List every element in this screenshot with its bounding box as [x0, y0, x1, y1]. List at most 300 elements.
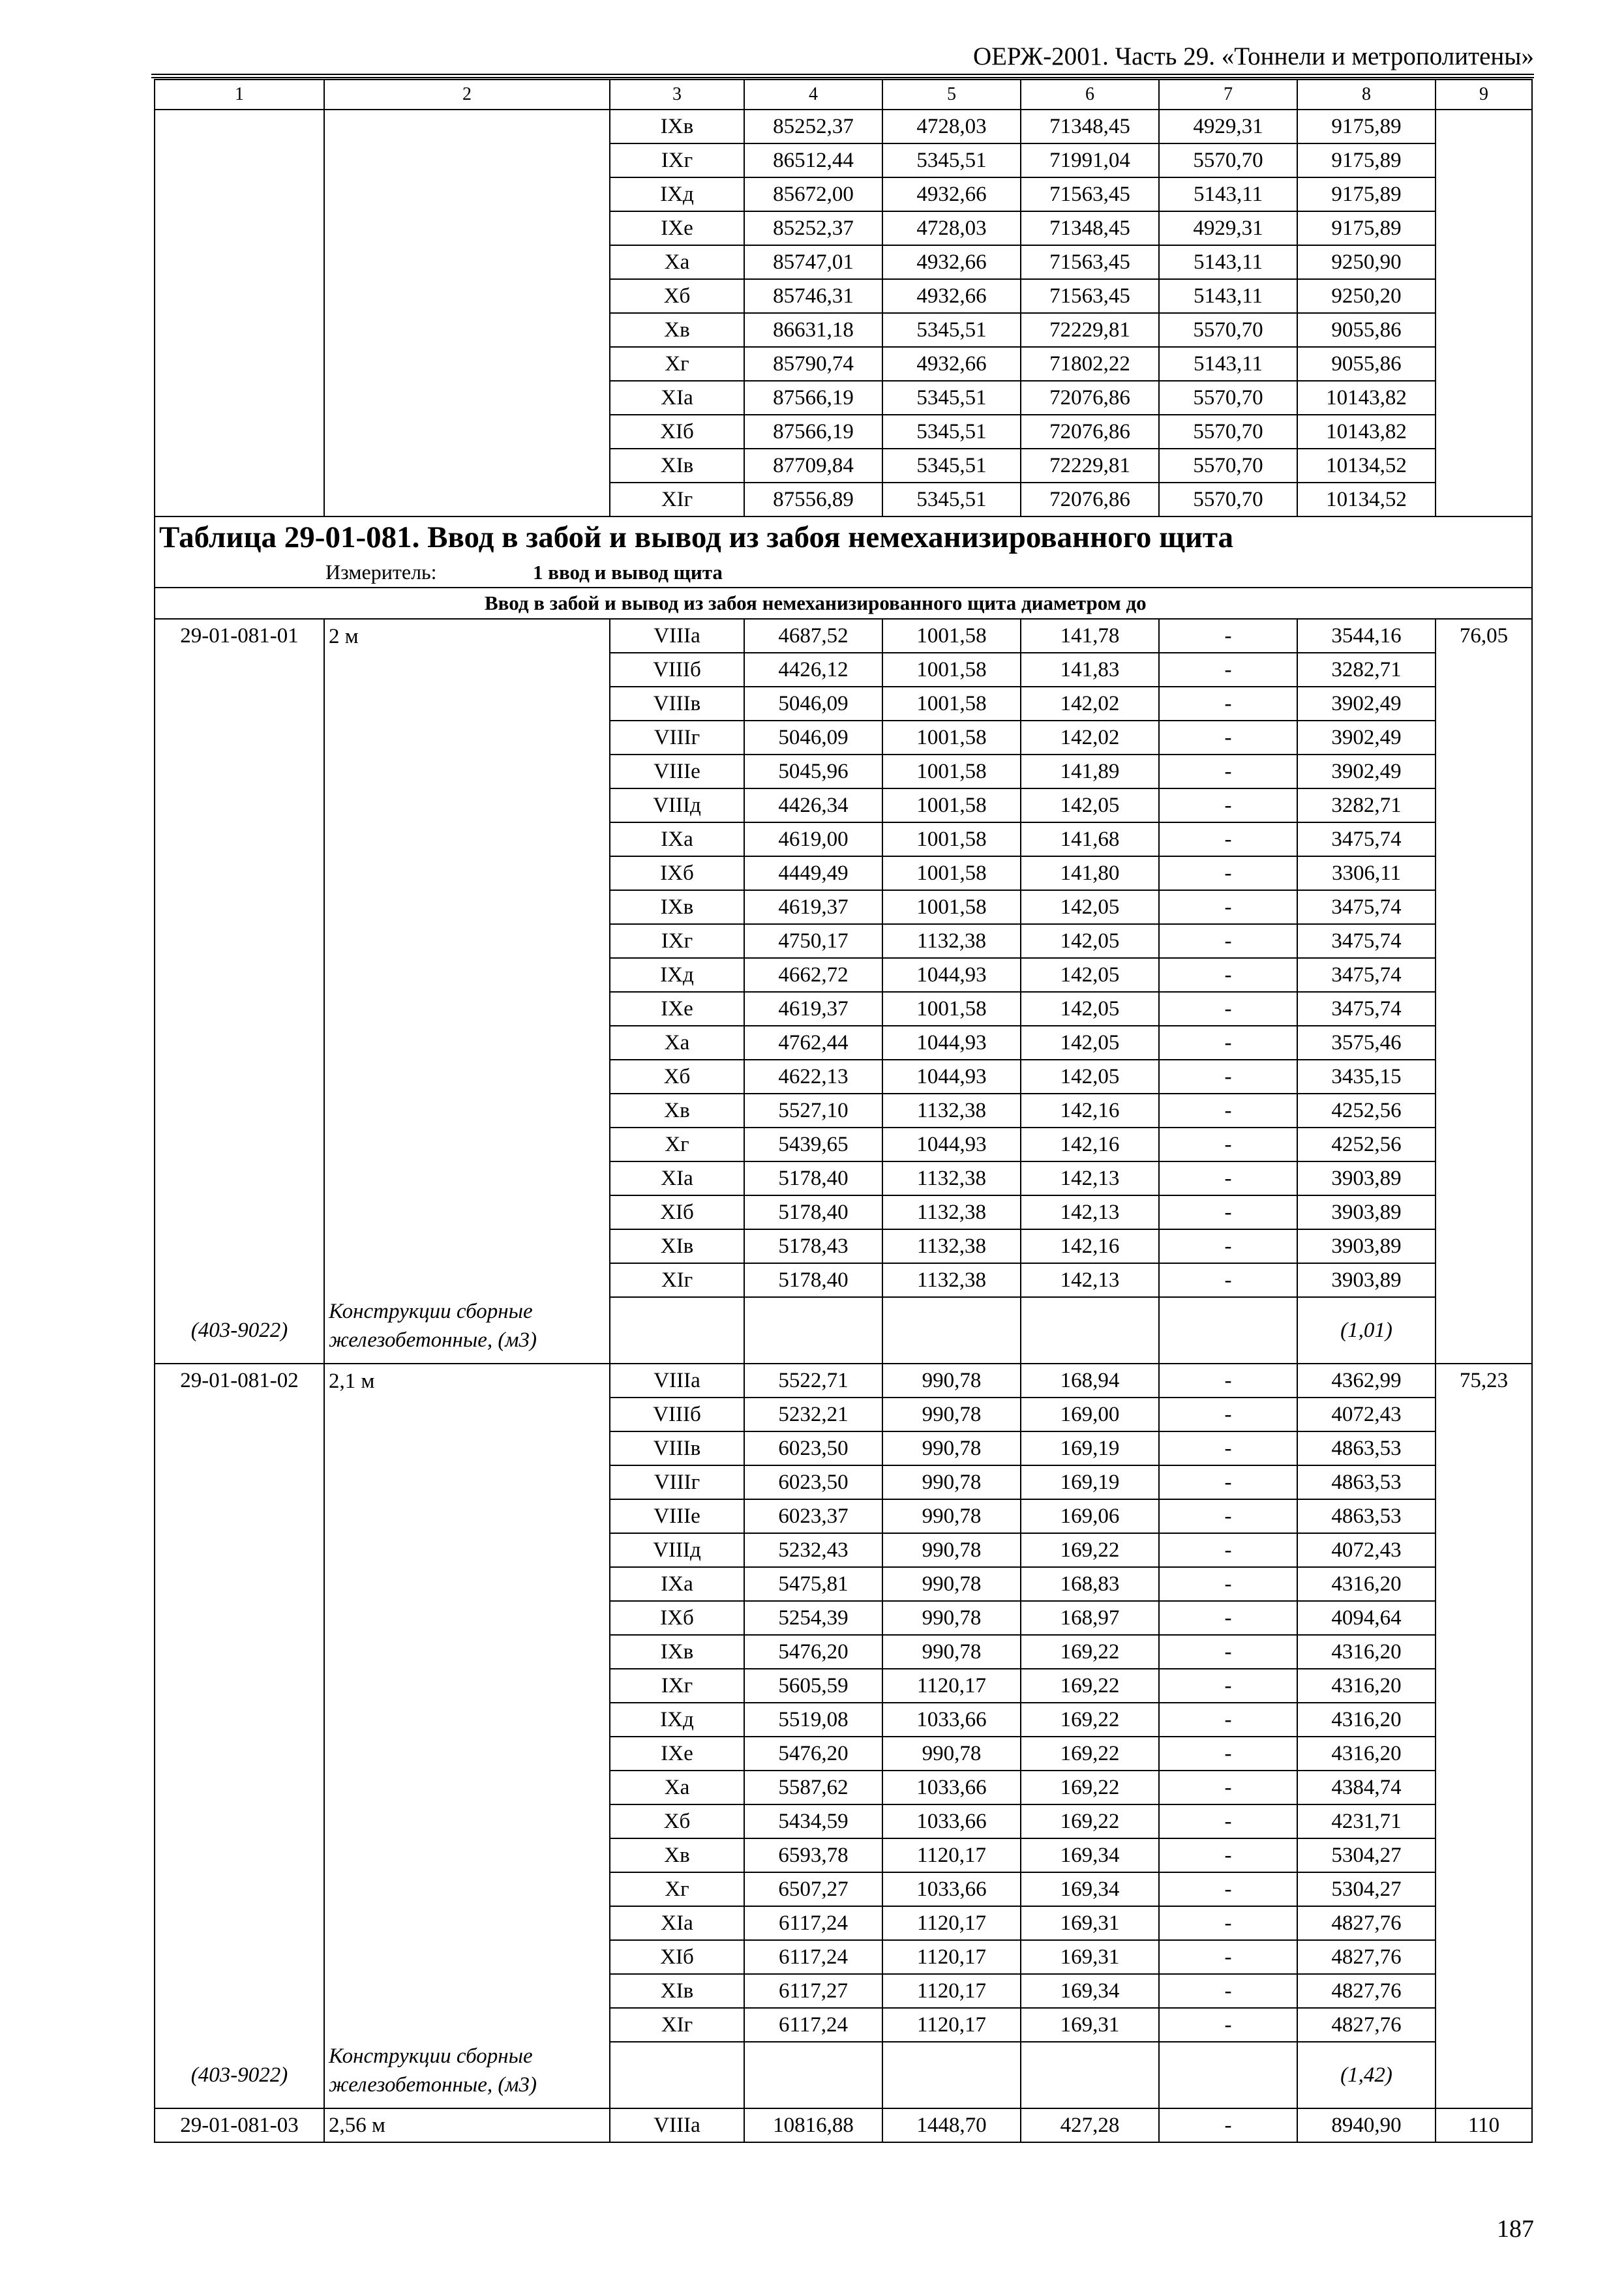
table-title-row — [155, 516, 1532, 558]
materials-cell: 4316,20 — [1297, 1635, 1436, 1669]
materials-cell: 10134,52 — [1297, 449, 1436, 483]
empty-cell — [1436, 483, 1532, 516]
machines-cell: 72076,86 — [1021, 415, 1159, 449]
machines-cell: 142,05 — [1021, 1060, 1159, 1094]
resource-code: (403-9022) — [155, 2042, 324, 2108]
materials-cell: 3544,16 — [1297, 619, 1436, 653]
empty-cell — [1436, 1906, 1532, 1940]
cost-total-cell: 10816,88 — [744, 2108, 882, 2142]
wages-cell: 1044,93 — [882, 1128, 1021, 1161]
materials-cell: 9175,89 — [1297, 110, 1436, 143]
empty-cell — [155, 755, 324, 788]
empty-cell — [1436, 890, 1532, 924]
machines-cell: 169,34 — [1021, 1872, 1159, 1906]
machinist-wages-cell: - — [1159, 1195, 1297, 1229]
machinist-wages-cell: - — [1159, 755, 1297, 788]
zone-cell: IXд — [610, 177, 744, 211]
materials-cell: 4863,53 — [1297, 1465, 1436, 1499]
machinist-wages-cell: - — [1159, 1094, 1297, 1128]
machinist-wages-cell: 5570,70 — [1159, 449, 1297, 483]
zone-cell: XIг — [610, 483, 744, 516]
machinist-wages-cell: - — [1159, 1499, 1297, 1533]
machinist-wages-cell: 4929,31 — [1159, 211, 1297, 245]
machines-cell: 168,83 — [1021, 1567, 1159, 1601]
empty-cell — [1436, 381, 1532, 415]
table-row — [155, 755, 1532, 788]
empty-cell — [1436, 1431, 1532, 1465]
table-row — [155, 1669, 1532, 1703]
materials-cell: 3903,89 — [1297, 1229, 1436, 1263]
empty-cell — [1021, 1297, 1159, 1364]
cost-total-cell: 86512,44 — [744, 143, 882, 177]
empty-cell — [155, 1499, 324, 1533]
materials-cell: 3475,74 — [1297, 890, 1436, 924]
empty-cell — [324, 143, 610, 177]
empty-cell — [155, 245, 324, 279]
machines-cell: 72229,81 — [1021, 313, 1159, 347]
wages-cell: 1033,66 — [882, 1804, 1021, 1838]
machinist-wages-cell: - — [1159, 1974, 1297, 2008]
column-number: 5 — [882, 80, 1021, 110]
empty-cell — [155, 313, 324, 347]
machinist-wages-cell: - — [1159, 1838, 1297, 1872]
cost-total-cell: 6117,24 — [744, 2008, 882, 2042]
machines-cell: 72076,86 — [1021, 381, 1159, 415]
empty-cell — [324, 1567, 610, 1601]
wages-cell: 1044,93 — [882, 958, 1021, 992]
machines-cell: 169,22 — [1021, 1669, 1159, 1703]
machinist-wages-cell: - — [1159, 1771, 1297, 1804]
zone-cell: IXг — [610, 924, 744, 958]
empty-cell — [324, 177, 610, 211]
empty-cell — [324, 1669, 610, 1703]
rate-code: 29-01-081-01 — [155, 619, 324, 653]
empty-cell — [155, 1940, 324, 1974]
cost-total-cell: 4662,72 — [744, 958, 882, 992]
wages-cell: 1001,58 — [882, 755, 1021, 788]
table-row — [155, 1229, 1532, 1263]
machinist-wages-cell: - — [1159, 1431, 1297, 1465]
machinist-wages-cell: 5570,70 — [1159, 143, 1297, 177]
empty-cell — [1436, 1229, 1532, 1263]
cost-total-cell: 6593,78 — [744, 1838, 882, 1872]
empty-cell — [324, 1771, 610, 1804]
table-row — [155, 788, 1532, 822]
machines-cell: 169,06 — [1021, 1499, 1159, 1533]
zone-cell: VIIIв — [610, 1431, 744, 1465]
machines-cell: 168,97 — [1021, 1601, 1159, 1635]
table-row — [155, 1737, 1532, 1771]
empty-cell — [155, 856, 324, 890]
zone-cell: XIв — [610, 449, 744, 483]
table-row — [155, 1838, 1532, 1872]
empty-cell — [324, 1974, 610, 2008]
zone-cell: Xб — [610, 1060, 744, 1094]
materials-cell: 4863,53 — [1297, 1431, 1436, 1465]
empty-cell — [155, 143, 324, 177]
empty-cell — [1436, 788, 1532, 822]
empty-cell — [324, 653, 610, 687]
cost-total-cell: 85672,00 — [744, 177, 882, 211]
machinist-wages-cell: - — [1159, 1128, 1297, 1161]
zone-cell: XIв — [610, 1974, 744, 2008]
materials-cell: 3902,49 — [1297, 721, 1436, 755]
wages-cell: 4932,66 — [882, 177, 1021, 211]
table-row — [155, 1906, 1532, 1940]
wages-cell: 990,78 — [882, 1398, 1021, 1431]
table-row — [155, 1263, 1532, 1297]
materials-cell: 10143,82 — [1297, 381, 1436, 415]
empty-cell — [1436, 992, 1532, 1026]
empty-cell — [1436, 1128, 1532, 1161]
empty-cell — [155, 1431, 324, 1465]
machinist-wages-cell: - — [1159, 1229, 1297, 1263]
materials-cell: 4827,76 — [1297, 1974, 1436, 2008]
cost-total-cell: 4622,13 — [744, 1060, 882, 1094]
empty-cell — [324, 1635, 610, 1669]
empty-cell — [744, 1297, 882, 1364]
zone-cell: Xa — [610, 1026, 744, 1060]
empty-cell — [324, 1906, 610, 1940]
meter-cell — [155, 558, 1532, 588]
labor-cost-cell: 75,23 — [1436, 1364, 1532, 1398]
table-row — [155, 449, 1532, 483]
wages-cell: 1033,66 — [882, 1771, 1021, 1804]
machines-cell: 142,16 — [1021, 1128, 1159, 1161]
table-row — [155, 1094, 1532, 1128]
table-row — [155, 856, 1532, 890]
machinist-wages-cell: - — [1159, 924, 1297, 958]
empty-cell — [1436, 1838, 1532, 1872]
wages-cell: 990,78 — [882, 1601, 1021, 1635]
column-number: 9 — [1436, 80, 1532, 110]
materials-cell: 4231,71 — [1297, 1804, 1436, 1838]
empty-cell — [324, 1094, 610, 1128]
header-rule — [151, 77, 1534, 78]
table-row — [155, 1195, 1532, 1229]
empty-cell — [324, 755, 610, 788]
empty-cell — [155, 1771, 324, 1804]
cost-total-cell: 5045,96 — [744, 755, 882, 788]
machines-cell: 71348,45 — [1021, 211, 1159, 245]
table-row — [155, 1364, 1532, 1398]
zone-cell: Xб — [610, 279, 744, 313]
wages-cell: 1001,58 — [882, 992, 1021, 1026]
table-row — [155, 619, 1532, 653]
column-number: 6 — [1021, 80, 1159, 110]
empty-cell — [744, 2042, 882, 2108]
resource-quantity: (1,01) — [1297, 1297, 1436, 1364]
machinist-wages-cell: - — [1159, 1906, 1297, 1940]
empty-cell — [155, 721, 324, 755]
resource-quantity: (1,42) — [1297, 2042, 1436, 2108]
materials-cell: 3475,74 — [1297, 822, 1436, 856]
wages-cell: 1001,58 — [882, 653, 1021, 687]
empty-cell — [324, 1737, 610, 1771]
empty-cell — [155, 1703, 324, 1737]
table-row — [155, 381, 1532, 415]
materials-cell: 4316,20 — [1297, 1669, 1436, 1703]
machinist-wages-cell: 5570,70 — [1159, 483, 1297, 516]
materials-cell: 4072,43 — [1297, 1533, 1436, 1567]
empty-cell — [1436, 279, 1532, 313]
empty-cell — [155, 1026, 324, 1060]
empty-cell — [324, 483, 610, 516]
empty-cell — [1436, 1060, 1532, 1094]
machines-cell: 169,22 — [1021, 1635, 1159, 1669]
empty-cell — [1159, 1297, 1297, 1364]
empty-cell — [1436, 687, 1532, 721]
zone-cell: IXa — [610, 822, 744, 856]
machines-cell: 142,02 — [1021, 721, 1159, 755]
empty-cell — [1436, 2042, 1532, 2108]
empty-cell — [155, 890, 324, 924]
machines-cell: 141,68 — [1021, 822, 1159, 856]
zone-cell: VIIIд — [610, 1533, 744, 1567]
wages-cell: 5345,51 — [882, 449, 1021, 483]
zone-cell: VIIIa — [610, 619, 744, 653]
cost-total-cell: 4426,34 — [744, 788, 882, 822]
empty-cell — [324, 1838, 610, 1872]
materials-cell: 3903,89 — [1297, 1161, 1436, 1195]
cost-total-cell: 85746,31 — [744, 279, 882, 313]
materials-cell: 4827,76 — [1297, 2008, 1436, 2042]
cost-total-cell: 5439,65 — [744, 1128, 882, 1161]
machinist-wages-cell: - — [1159, 1364, 1297, 1398]
table-row — [155, 1601, 1532, 1635]
machines-cell: 141,78 — [1021, 619, 1159, 653]
machines-cell: 169,19 — [1021, 1465, 1159, 1499]
empty-cell — [155, 1195, 324, 1229]
table-row — [155, 2008, 1532, 2042]
materials-cell: 4384,74 — [1297, 1771, 1436, 1804]
machines-cell: 169,22 — [1021, 1533, 1159, 1567]
section-title: Ввод в забой и вывод из забоя немеханизированного щита диаметром до — [155, 588, 1532, 619]
machinist-wages-cell: - — [1159, 1263, 1297, 1297]
cost-total-cell: 5475,81 — [744, 1567, 882, 1601]
empty-cell — [155, 211, 324, 245]
table-row — [155, 1128, 1532, 1161]
cost-total-cell: 5178,40 — [744, 1195, 882, 1229]
empty-cell — [155, 1060, 324, 1094]
zone-cell: IXв — [610, 1635, 744, 1669]
wages-cell: 5345,51 — [882, 143, 1021, 177]
empty-cell — [1436, 1533, 1532, 1567]
empty-cell — [155, 1635, 324, 1669]
table-row — [155, 1635, 1532, 1669]
machines-cell: 169,34 — [1021, 1974, 1159, 2008]
zone-cell: VIIIв — [610, 687, 744, 721]
header-rule — [151, 74, 1534, 75]
machinist-wages-cell: - — [1159, 1465, 1297, 1499]
wages-cell: 1033,66 — [882, 1872, 1021, 1906]
machinist-wages-cell: - — [1159, 721, 1297, 755]
zone-cell: VIIIд — [610, 788, 744, 822]
wages-cell: 990,78 — [882, 1465, 1021, 1499]
empty-cell — [155, 924, 324, 958]
rate-name: 2 м — [324, 619, 610, 653]
materials-cell: 4094,64 — [1297, 1601, 1436, 1635]
machines-cell: 168,94 — [1021, 1364, 1159, 1398]
empty-cell — [882, 2042, 1021, 2108]
cost-total-cell: 85252,37 — [744, 211, 882, 245]
table-row — [155, 1567, 1532, 1601]
machinist-wages-cell: - — [1159, 1026, 1297, 1060]
machines-cell: 142,02 — [1021, 687, 1159, 721]
machines-cell: 71563,45 — [1021, 177, 1159, 211]
empty-cell — [1436, 721, 1532, 755]
wages-cell: 4728,03 — [882, 211, 1021, 245]
empty-cell — [155, 1737, 324, 1771]
empty-cell — [1436, 856, 1532, 890]
machinist-wages-cell: 5570,70 — [1159, 381, 1297, 415]
empty-cell — [155, 653, 324, 687]
machinist-wages-cell: - — [1159, 958, 1297, 992]
machines-cell: 142,05 — [1021, 992, 1159, 1026]
cost-total-cell: 6023,50 — [744, 1431, 882, 1465]
table-row — [155, 1060, 1532, 1094]
machinist-wages-cell: - — [1159, 1703, 1297, 1737]
materials-cell: 9175,89 — [1297, 211, 1436, 245]
resource-code: (403-9022) — [155, 1297, 324, 1364]
cost-total-cell: 4619,37 — [744, 992, 882, 1026]
materials-cell: 4316,20 — [1297, 1737, 1436, 1771]
empty-cell — [324, 1499, 610, 1533]
zone-cell: IXб — [610, 1601, 744, 1635]
machines-cell: 427,28 — [1021, 2108, 1159, 2142]
machines-cell: 169,22 — [1021, 1703, 1159, 1737]
wages-cell: 1120,17 — [882, 2008, 1021, 2042]
empty-cell — [155, 2008, 324, 2042]
machinist-wages-cell: 5143,11 — [1159, 279, 1297, 313]
materials-cell: 9175,89 — [1297, 177, 1436, 211]
table-row — [155, 687, 1532, 721]
wages-cell: 1001,58 — [882, 822, 1021, 856]
empty-cell — [155, 1906, 324, 1940]
materials-cell: 4072,43 — [1297, 1398, 1436, 1431]
cost-total-cell: 4449,49 — [744, 856, 882, 890]
empty-cell — [1436, 755, 1532, 788]
zone-cell: XIг — [610, 2008, 744, 2042]
cost-total-cell: 5046,09 — [744, 721, 882, 755]
zone-cell: VIIIa — [610, 1364, 744, 1398]
column-number: 1 — [155, 80, 324, 110]
materials-cell: 3903,89 — [1297, 1263, 1436, 1297]
empty-cell — [155, 449, 324, 483]
cost-total-cell: 85252,37 — [744, 110, 882, 143]
zone-cell: Xг — [610, 1872, 744, 1906]
zone-cell: IXг — [610, 143, 744, 177]
zone-cell: IXг — [610, 1669, 744, 1703]
wages-cell: 1132,38 — [882, 1161, 1021, 1195]
empty-cell — [155, 1128, 324, 1161]
empty-cell — [324, 211, 610, 245]
machinist-wages-cell: - — [1159, 856, 1297, 890]
column-number: 7 — [1159, 80, 1297, 110]
machines-cell: 169,19 — [1021, 1431, 1159, 1465]
page-number: 187 — [1497, 2215, 1534, 2243]
empty-cell — [1436, 822, 1532, 856]
empty-cell — [1436, 1669, 1532, 1703]
empty-cell — [324, 245, 610, 279]
zone-cell: IXе — [610, 992, 744, 1026]
empty-cell — [324, 1872, 610, 1906]
wages-cell: 1120,17 — [882, 1669, 1021, 1703]
wages-cell: 990,78 — [882, 1567, 1021, 1601]
table-body — [155, 80, 1532, 2142]
cost-total-cell: 5476,20 — [744, 1635, 882, 1669]
wages-cell: 1001,58 — [882, 890, 1021, 924]
wages-cell: 5345,51 — [882, 415, 1021, 449]
machinist-wages-cell: - — [1159, 822, 1297, 856]
zone-cell: VIIIе — [610, 755, 744, 788]
table-row — [155, 1431, 1532, 1465]
empty-cell — [1436, 1026, 1532, 1060]
machines-cell: 71348,45 — [1021, 110, 1159, 143]
empty-cell — [882, 1297, 1021, 1364]
empty-cell — [1436, 449, 1532, 483]
empty-cell — [1436, 924, 1532, 958]
machinist-wages-cell: - — [1159, 890, 1297, 924]
empty-cell — [155, 958, 324, 992]
column-number: 4 — [744, 80, 882, 110]
empty-cell — [324, 958, 610, 992]
empty-cell — [324, 1060, 610, 1094]
machines-cell: 71991,04 — [1021, 143, 1159, 177]
empty-cell — [324, 1026, 610, 1060]
materials-cell: 10143,82 — [1297, 415, 1436, 449]
empty-cell — [324, 110, 610, 143]
table-row — [155, 958, 1532, 992]
machines-cell: 142,05 — [1021, 788, 1159, 822]
empty-cell — [324, 788, 610, 822]
table-row — [155, 143, 1532, 177]
materials-cell: 9055,86 — [1297, 313, 1436, 347]
empty-cell — [155, 1804, 324, 1838]
materials-cell: 4362,99 — [1297, 1364, 1436, 1398]
empty-cell — [1436, 1567, 1532, 1601]
empty-cell — [1436, 1161, 1532, 1195]
wages-cell: 1001,58 — [882, 721, 1021, 755]
empty-cell — [1436, 1771, 1532, 1804]
machinist-wages-cell: - — [1159, 1669, 1297, 1703]
column-number: 8 — [1297, 80, 1436, 110]
cost-total-cell: 85747,01 — [744, 245, 882, 279]
cost-total-cell: 87566,19 — [744, 415, 882, 449]
resource-note-row — [155, 1297, 1532, 1364]
machinist-wages-cell: - — [1159, 1804, 1297, 1838]
empty-cell — [324, 1195, 610, 1229]
empty-cell — [324, 1398, 610, 1431]
machinist-wages-cell: - — [1159, 687, 1297, 721]
materials-cell: 3475,74 — [1297, 924, 1436, 958]
machinist-wages-cell: - — [1159, 2008, 1297, 2042]
empty-cell — [155, 415, 324, 449]
materials-cell: 4252,56 — [1297, 1128, 1436, 1161]
table-row — [155, 313, 1532, 347]
machinist-wages-cell: - — [1159, 1060, 1297, 1094]
empty-cell — [155, 347, 324, 381]
machines-cell: 72076,86 — [1021, 483, 1159, 516]
materials-cell: 3475,74 — [1297, 958, 1436, 992]
table-row — [155, 890, 1532, 924]
empty-cell — [324, 449, 610, 483]
cost-total-cell: 5605,59 — [744, 1669, 882, 1703]
machinist-wages-cell: 4929,31 — [1159, 110, 1297, 143]
wages-cell: 1001,58 — [882, 788, 1021, 822]
zone-cell: VIIIa — [610, 2108, 744, 2142]
rate-name: 2,1 м — [324, 1364, 610, 1398]
